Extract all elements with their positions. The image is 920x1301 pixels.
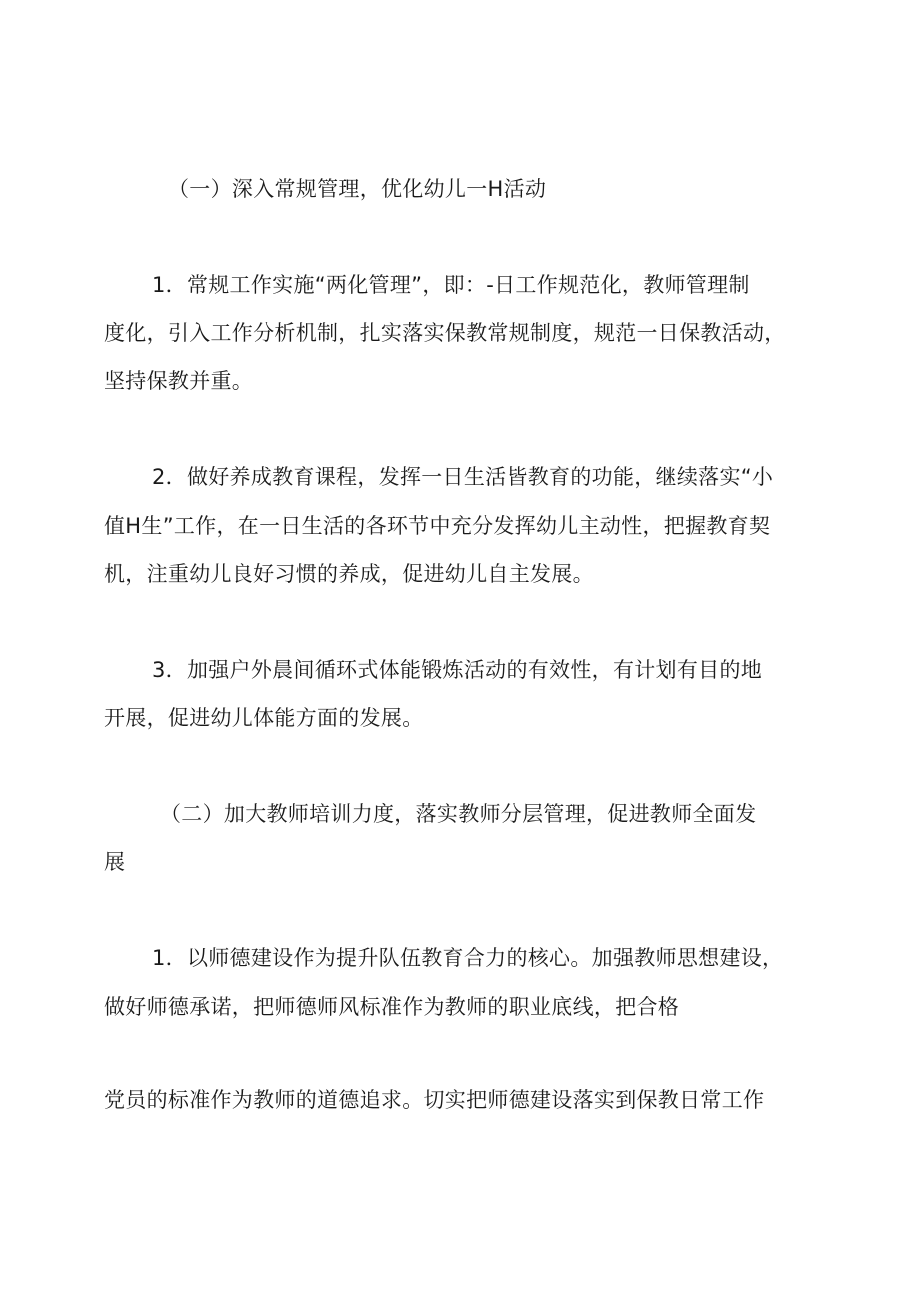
s1-item3-line2: 开展，促进幼儿体能方面的发展。 bbox=[104, 706, 424, 730]
s1-item1-line3: 坚持保教并重。 bbox=[104, 369, 254, 393]
s1-item2-line2: 值H生”工作，在一日生活的各环节中充分发挥幼儿主动性，把握教育契 bbox=[104, 514, 771, 538]
section2-heading-line1: （二）加大教师培训力度，落实教师分层管理，促进教师全面发 bbox=[160, 802, 757, 826]
section2-heading-line2: 展 bbox=[104, 850, 126, 874]
section1-heading: （一）深入常规管理，优化幼儿一H活动 bbox=[168, 177, 547, 201]
s1-item1-line2: 度化，引入工作分析机制，扎实落实保教常规制度，规范一日保教活动， bbox=[104, 321, 786, 345]
s1-item3-line1: 3．加强户外晨间循环式体能锻炼活动的有效性，有计划有目的地 bbox=[152, 658, 763, 682]
s2-item1-line2: 做好师德承诺，把师德师风标准作为教师的职业底线，把合格 bbox=[104, 995, 680, 1019]
s2-item1-line3: 党员的标准作为教师的道德追求。切实把师德建设落实到保教日常工作 bbox=[104, 1088, 765, 1112]
s1-item2-line1: 2．做好养成教育课程，发挥一日生活皆教育的功能，继续落实“小 bbox=[152, 465, 774, 489]
s1-item2-line3: 机，注重幼儿良好习惯的养成，促进幼儿自主发展。 bbox=[104, 562, 594, 586]
s1-item1-line1: 1．常规工作实施“两化管理”，即：-日工作规范化，教师管理制 bbox=[152, 273, 750, 297]
s2-item1-line1: 1．以师德建设作为提升队伍教育合力的核心。加强教师思想建设， bbox=[152, 946, 784, 970]
